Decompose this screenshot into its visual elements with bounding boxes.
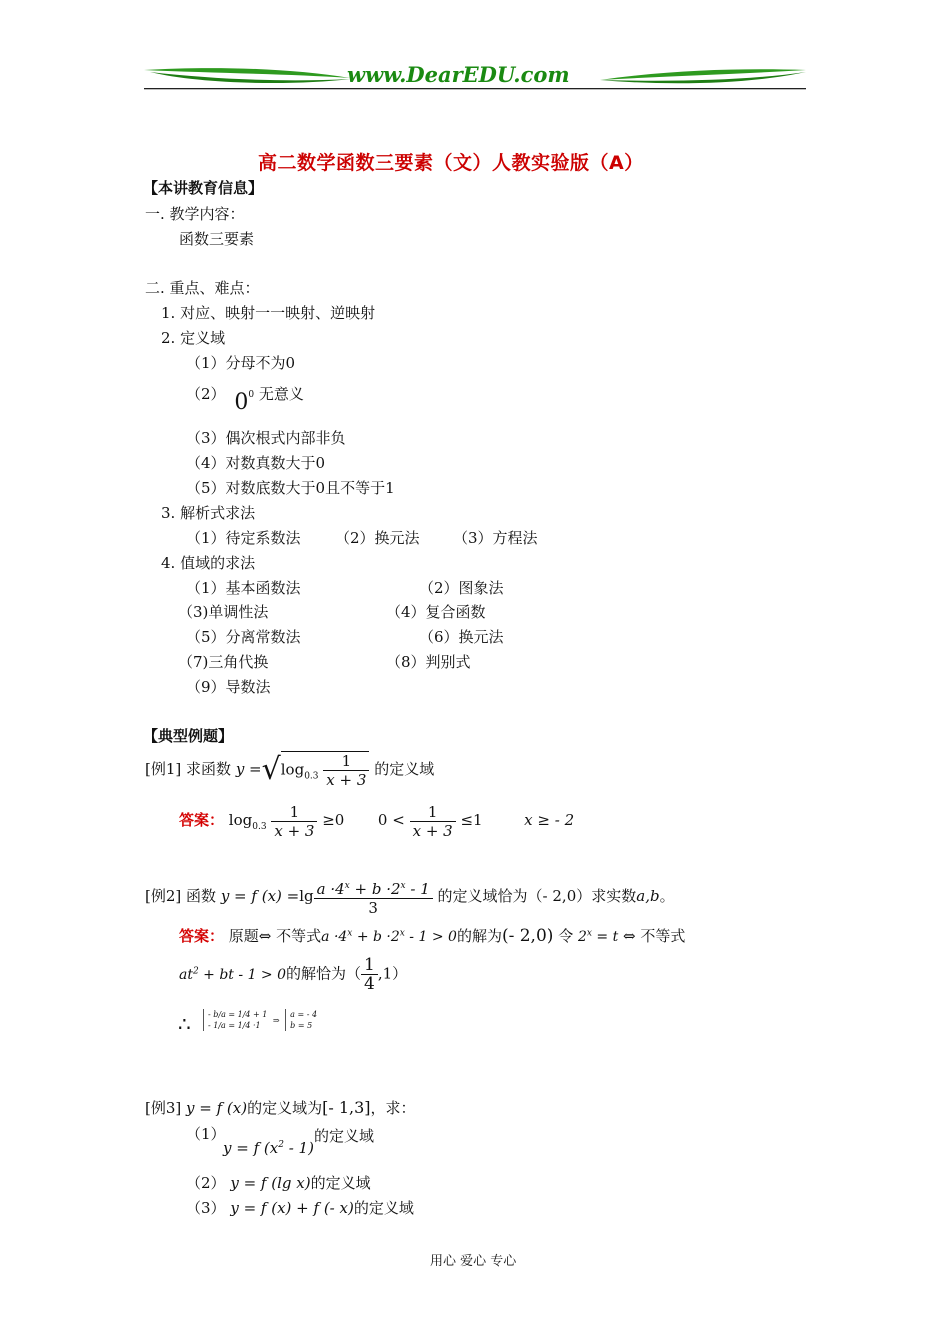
example-2-suffix: 的定义域恰为（- 2,0）求实数 [437, 887, 637, 905]
ans2-sub: $2^x = t$ [577, 928, 619, 945]
ex3-part1-tail: 的定义域 [313, 1127, 374, 1145]
domain-rule-2 [186, 380, 304, 415]
zero-power-exp: 0 [248, 390, 255, 400]
ans1-frac-a: $\frac{1}{x + 3}$ [271, 803, 317, 840]
site-logo[interactable]: www.DearEDU.com [347, 62, 570, 87]
ex3-part3-formula: y = f (x) + f (- x) [230, 1199, 354, 1217]
ex3-interval: [- 1,3] [322, 1098, 371, 1117]
range-method-4: （4）复合函数 [386, 603, 486, 621]
ex3-func: y = f (x) [186, 1099, 248, 1117]
ex3-part2-label: （2） [186, 1174, 226, 1192]
example-1-answer [179, 800, 574, 847]
domain-rule-5: （5）对数底数大于0且不等于1 [186, 479, 395, 497]
example-2-answer [179, 925, 685, 946]
section-examples-heading: 【典型例题】 [143, 727, 234, 745]
range-method-2: （2）图象法 [419, 579, 504, 597]
ex3-part2-tail: 的定义域 [310, 1174, 371, 1192]
ans1-geq0: ≥0 [322, 811, 345, 829]
domain-rule-3: （3）偶次根式内部非负 [186, 429, 346, 447]
ans1-frac-b: $\frac{1}{x + 3}$ [410, 803, 456, 840]
s2-label: 二. 重点、难点： [145, 279, 260, 297]
analytic-method-2: （2）换元法 [335, 529, 420, 547]
sqrt-sign: √ [261, 752, 281, 787]
ans1-0lt: 0 < [377, 811, 405, 829]
ans2-equiv: ⇔ 不等式 [623, 927, 686, 945]
domain-rule-4: （4）对数真数大于0 [186, 454, 326, 472]
ex3-part3-label: （3） [186, 1199, 226, 1217]
range-method-6: （6）换元法 [419, 628, 504, 646]
ans2-text2: 的解为 [456, 927, 502, 945]
sqrt-body: $\log_{0.3}$ $\frac{1}{x + 3}$ [281, 751, 370, 789]
system-equations: - b/a = 1/4 + 1 - 1/a = 1/4 ·1 ⇒ a = - 4 b = 5 [203, 1009, 317, 1031]
example-3 [145, 1097, 416, 1118]
zero-power-base: 0 [234, 390, 249, 415]
analytic-method-3: （3）方程法 [453, 529, 538, 547]
ans2-interval: (- 2,0) [501, 926, 554, 946]
example-1-formula: y = [235, 760, 262, 778]
domain-rule-1: （1）分母不为0 [186, 354, 296, 372]
ans2-frac: $\frac{1}{4}$ [361, 956, 378, 993]
ans1-leq1: ≤1 [460, 811, 483, 829]
ex3-part2-formula: y = f (lg x) [230, 1174, 311, 1192]
item-3: 3. 解析式求法 [161, 504, 256, 522]
example-2 [145, 874, 675, 918]
s1-label: 一. 教学内容： [145, 205, 245, 223]
left-swoosh-tail [150, 72, 350, 83]
range-method-3: （3)单调性法 [178, 603, 269, 621]
range-method-9: （9）导数法 [186, 678, 271, 696]
ex3-part3 [186, 1197, 414, 1218]
ans2-ineq: $a \cdot 4^x + b \cdot 2^x - 1 > 0$ [321, 928, 457, 945]
ex1-fraction: $\frac{1}{x + 3}$ [323, 752, 369, 789]
range-method-8: （8）判别式 [386, 653, 471, 671]
ex3-part2 [186, 1172, 371, 1193]
analytic-method-1: （1）待定系数法 [186, 529, 301, 547]
ans1-x: x ≥ - 2 [524, 811, 575, 829]
example-2-label: [例2] 函数 [145, 887, 217, 905]
lg: lg [299, 887, 314, 905]
range-method-5: （5）分离常数法 [186, 628, 301, 646]
ans2-ling: 令 [558, 927, 574, 945]
domain-rule-2-text: 无意义 [258, 385, 304, 403]
ans2-text1: 原题⇔ 不等式 [228, 927, 322, 945]
item-4: 4. 值域的求法 [161, 554, 256, 572]
page-title: 高二数学函数三要素（文）人教实验版（A） [258, 152, 644, 174]
example-1-suffix: 的定义域 [374, 760, 435, 778]
ex3-part1-label: （1） [186, 1125, 226, 1143]
s1-content: 函数三要素 [179, 230, 255, 248]
range-method-7: （7)三角代换 [178, 653, 269, 671]
ex3-ask: ，求： [370, 1099, 416, 1117]
section-info-heading: 【本讲教育信息】 [143, 179, 264, 197]
page-footer: 用心 爱心 专心 [430, 1254, 517, 1269]
example-1-label: [例1] 求函数 [145, 760, 232, 778]
ex3-domain-text: 的定义域为 [247, 1099, 323, 1117]
ex2-vars: a,b [636, 887, 660, 905]
ans2-line2-suffix: 的解恰为（ [286, 964, 362, 983]
answer-label-1: 答案： [179, 811, 225, 829]
example-1 [145, 749, 434, 790]
ans2-quad: $at^2$ + bt - 1 > 0 [179, 966, 287, 983]
therefore-symbol: ∴ [178, 1012, 191, 1036]
domain-rule-2-prefix: （2） [186, 385, 226, 403]
item-1: 1. 对应、映射一一映射、逆映射 [161, 304, 376, 322]
example-2-formula: y = f (x) = [220, 887, 300, 905]
ans1-log: $\log_{0.3}$ [228, 811, 267, 832]
ex3-part3-tail: 的定义域 [353, 1199, 414, 1217]
ex2-end: 。 [659, 887, 675, 905]
example-3-label: [例3] [145, 1099, 182, 1117]
right-swoosh [600, 69, 806, 80]
ex3-part1 [223, 1125, 374, 1157]
ex3-part1-formula: y = f $(x^2 - 1)$ [223, 1139, 314, 1157]
ans2-line2-end: ,1） [377, 964, 408, 983]
range-method-1: （1）基本函数法 [186, 579, 301, 597]
ex2-fraction: $\frac{a \cdot 4^x + b \cdot 2^x - 1}{3}$ [314, 877, 433, 917]
item-2: 2. 定义域 [161, 329, 226, 347]
answer-label-2: 答案： [179, 927, 225, 945]
example-2-line2 [179, 951, 407, 995]
